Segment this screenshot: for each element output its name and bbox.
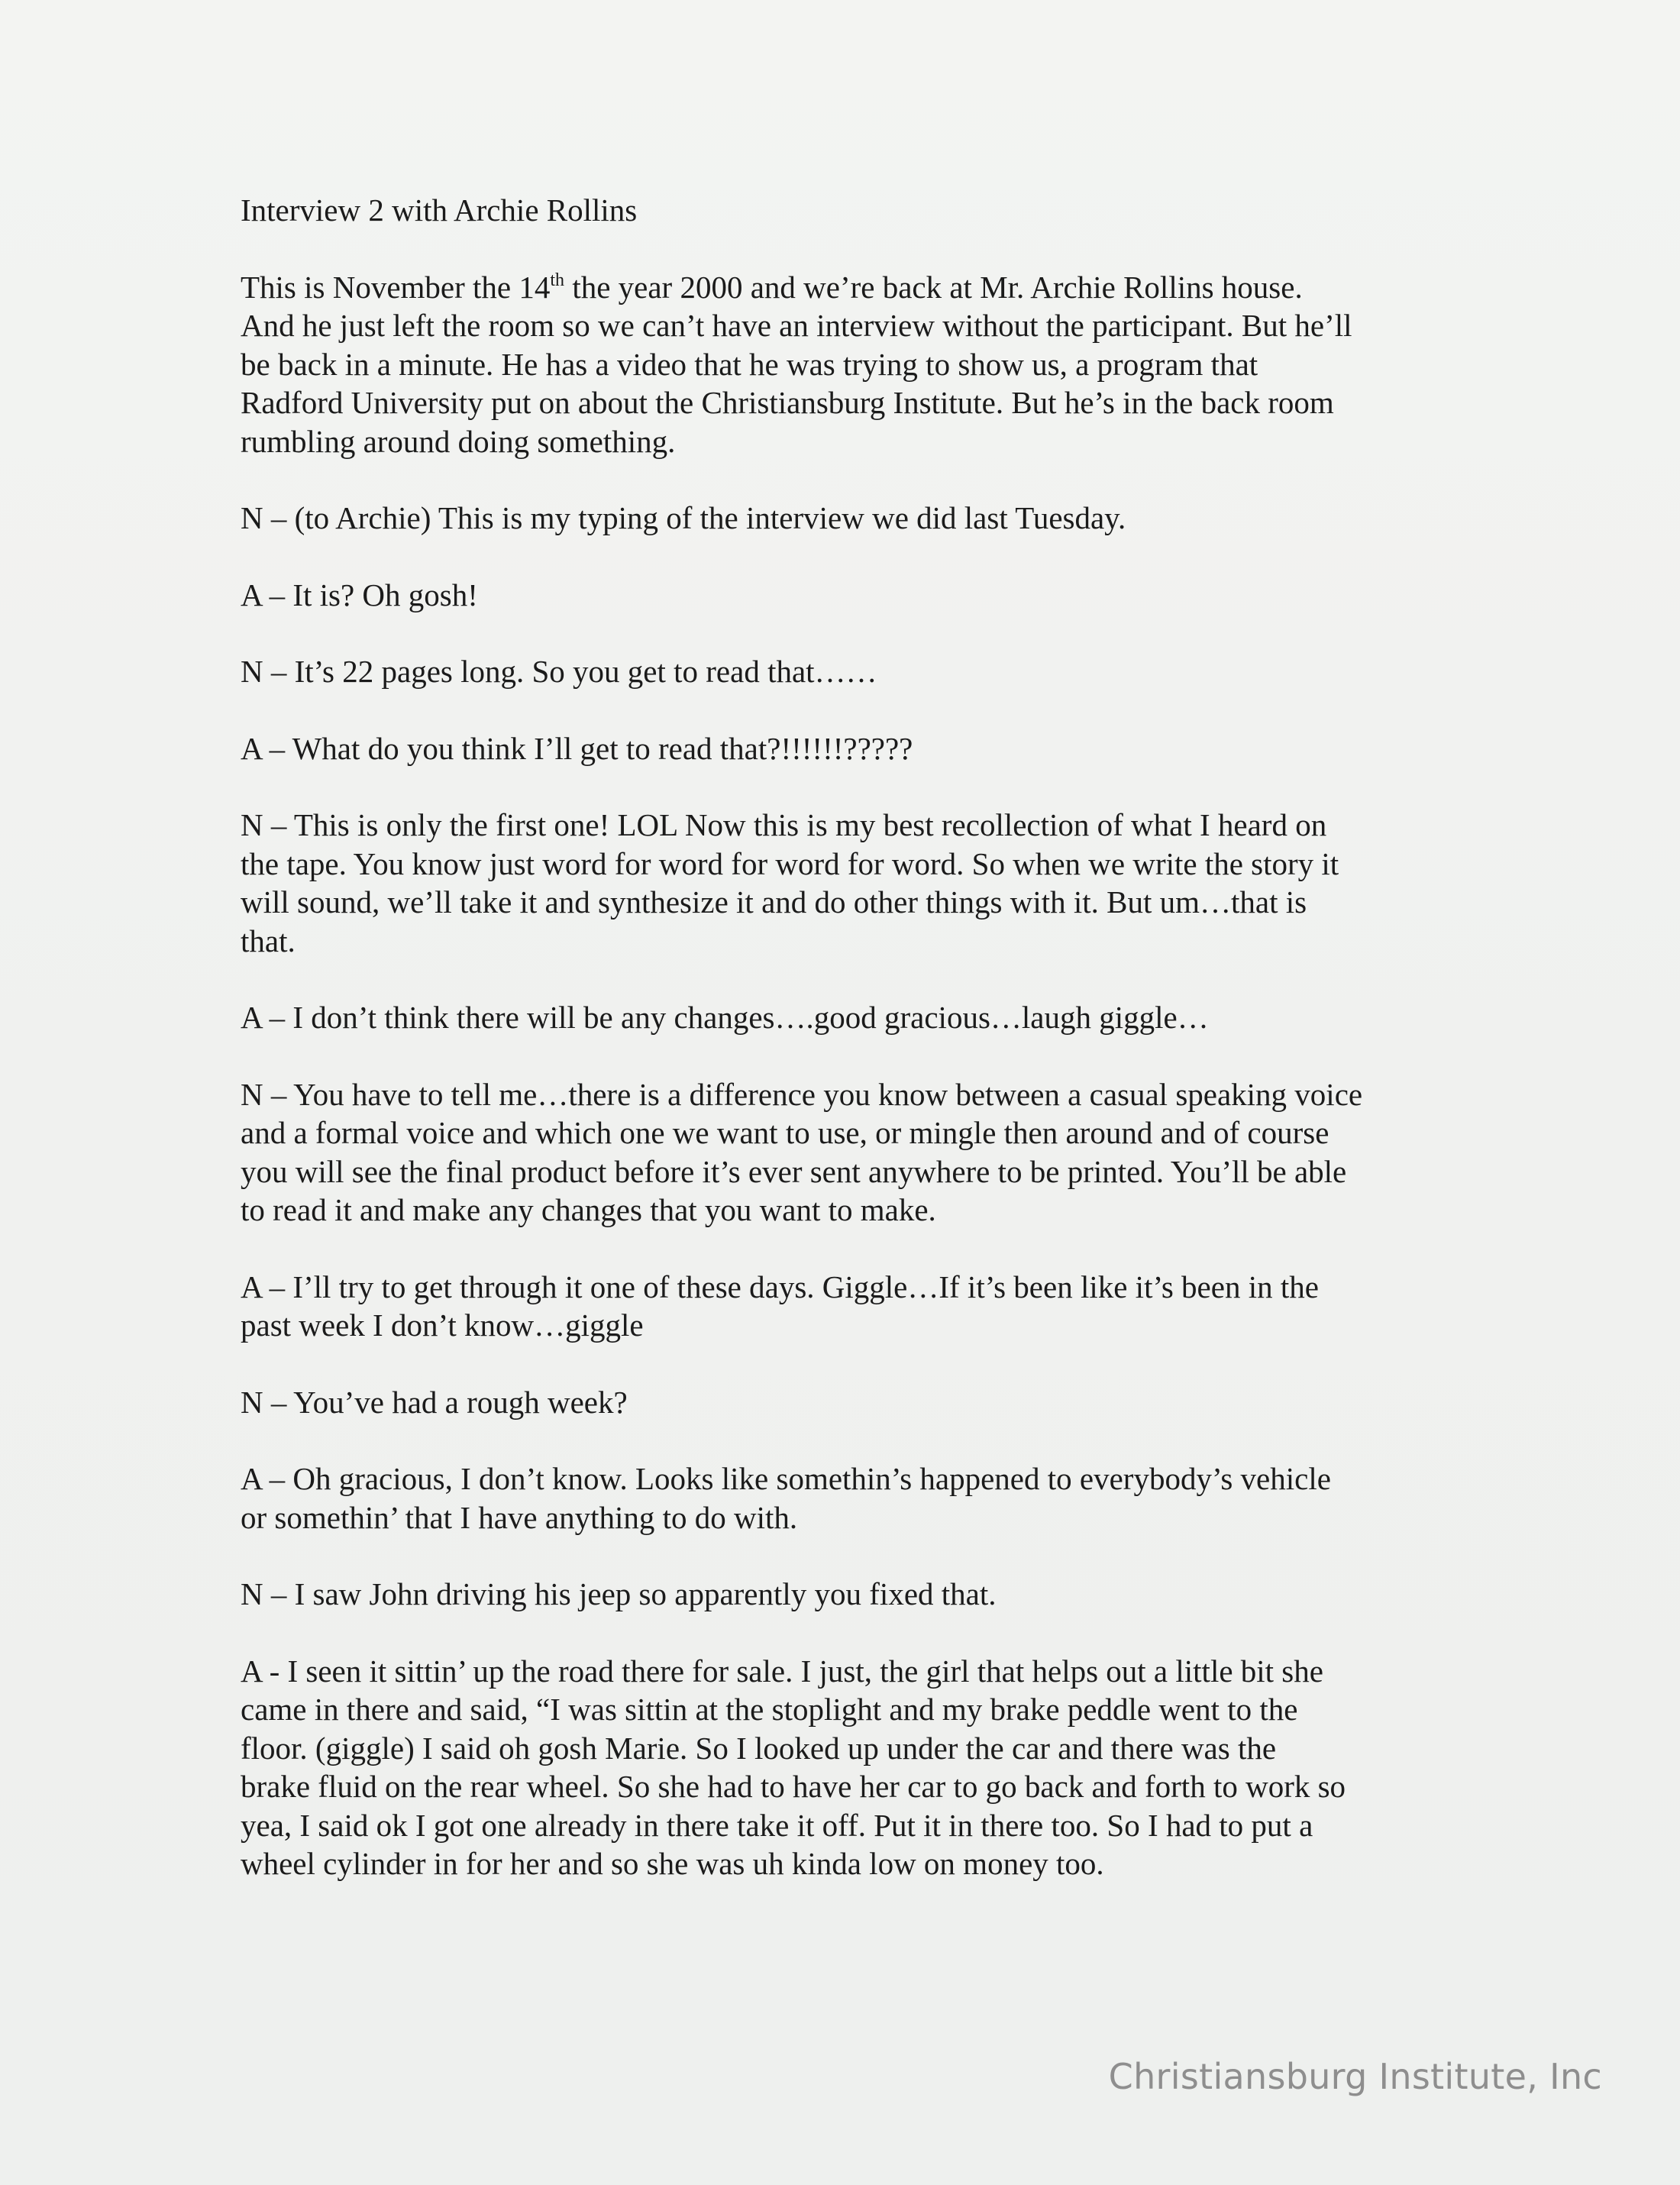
dialogue-paragraph (241, 1268, 1493, 1345)
dialogue-paragraph (241, 1075, 1493, 1230)
dialogue-line: to read it and make any changes that you want to make. (241, 1192, 936, 1227)
dialogue-paragraph (241, 1575, 1493, 1614)
dialogue-line: A – What do you think I’ll get to read that?!!!!!!????? (241, 730, 913, 766)
dialogue-line: A – I don’t think there will be any changes….good gracious…laugh giggle… (241, 1000, 1209, 1035)
document-title: Interview 2 with Archie Rollins (241, 192, 638, 228)
dialogue-line: A – I’ll try to get through it one of these days. Giggle…If it’s been like it’s been in the (241, 1269, 1319, 1304)
dialogue-line: wheel cylinder in for her and so she was uh kinda low on money too. (241, 1846, 1104, 1881)
dialogue-line: N – You’ve had a rough week? (241, 1384, 628, 1420)
intro-line: be back in a minute. He has a video that he was trying to show us, a program that (241, 346, 1258, 382)
dialogue-line: N – It’s 22 pages long. So you get to read that…… (241, 654, 877, 689)
dialogue-line: or somethin’ that I have anything to do with. (241, 1499, 798, 1535)
dialogue-line: N – (to Archie) This is my typing of the interview we did last Tuesday. (241, 500, 1126, 535)
dialogue-line: the tape. You know just word for word for word for word. So when we write the story it (241, 845, 1339, 881)
intro-line: And he just left the room so we can’t have an interview without the participant. But he’ll (241, 308, 1352, 343)
dialogue-line: yea, I said ok I got one already in there take it off. Put it in there too. So I had to put a (241, 1807, 1313, 1843)
dialogue-line: you will see the final product before it’s ever sent anywhere to be printed. You’ll be able (241, 1153, 1347, 1189)
intro-line (241, 268, 1493, 307)
dialogue-line: past week I don’t know…giggle (241, 1307, 644, 1343)
dialogue-line: N – I saw John driving his jeep so apparently you fixed that. (241, 1576, 997, 1611)
dialogue-line: A - I seen it sittin’ up the road there for sale. I just, the girl that helps out a little bit she (241, 1653, 1323, 1689)
intro-line-rest: the year 2000 and we’re back at Mr. Archie Rollins house. (564, 269, 1303, 305)
dialogue-paragraph (241, 1383, 1493, 1422)
dialogue-paragraph (241, 998, 1493, 1037)
dialogue-paragraph (241, 499, 1493, 538)
dialogue-line: and a formal voice and which one we want to use, or mingle then around and of course (241, 1115, 1329, 1150)
dialogue-line: N – This is only the first one! LOL Now this is my best recollection of what I heard on (241, 807, 1327, 842)
transcript-body (241, 191, 1493, 1922)
intro-line: rumbling around doing something. (241, 423, 676, 459)
dialogue-line: brake fluid on the rear wheel. So she had to have her car to go back and forth to work so (241, 1769, 1346, 1804)
dialogue-paragraph (241, 576, 1493, 615)
dialogue-paragraph (241, 806, 1493, 960)
dialogue-paragraph (241, 1459, 1493, 1537)
dialogue-section (241, 499, 1493, 1883)
date-superscript: th (550, 270, 565, 290)
dialogue-paragraph (241, 1652, 1493, 1883)
watermark-text: Christiansburg Institute, Inc (1108, 2056, 1602, 2097)
dialogue-paragraph (241, 729, 1493, 768)
dialogue-line: A – Oh gracious, I don’t know. Looks like somethin’s happened to everybody’s vehicle (241, 1461, 1331, 1496)
dialogue-line: floor. (giggle) I said oh gosh Marie. So I looked up under the car and there was the (241, 1730, 1277, 1766)
intro-paragraph (241, 268, 1493, 461)
intro-line: Radford University put on about the Christiansburg Institute. But he’s in the back room (241, 385, 1334, 420)
dialogue-line: N – You have to tell me…there is a difference you know between a casual speaking voice (241, 1076, 1363, 1112)
dialogue-line: A – It is? Oh gosh! (241, 577, 478, 613)
dialogue-line: came in there and said, “I was sittin at the stoplight and my brake peddle went to the (241, 1692, 1298, 1727)
dialogue-line: that. (241, 923, 296, 958)
dialogue-line: will sound, we’ll take it and synthesize it and do other things with it. But um…that is (241, 884, 1307, 920)
dialogue-paragraph (241, 652, 1493, 691)
intro-date-text: This is November the 14 (241, 269, 551, 305)
